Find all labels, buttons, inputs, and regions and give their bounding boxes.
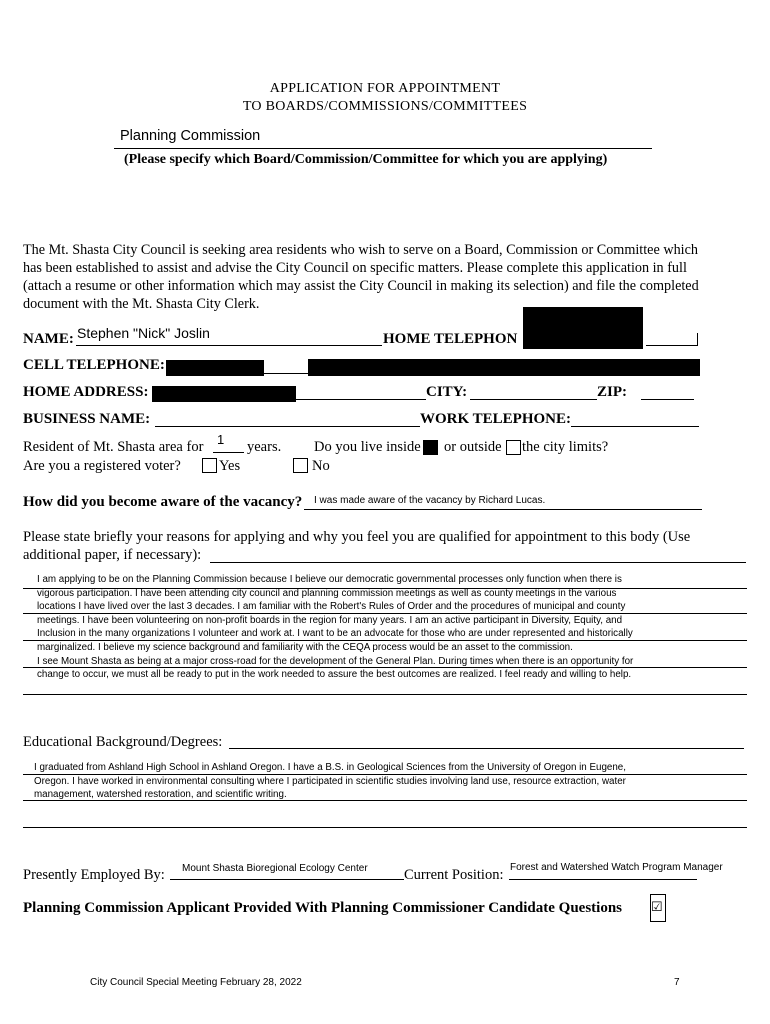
address-underline <box>296 399 426 400</box>
limits-text: the city limits? <box>522 439 609 455</box>
years-suffix: years. <box>247 439 282 455</box>
redaction-cell-phone <box>166 360 264 376</box>
inside-question: Do you live inside <box>314 439 421 455</box>
answer-line: locations I have lived over the last 3 decades. I am familiar with the Robert's Rules of Order and the procedures of municipal and county <box>37 601 626 613</box>
position-label: Current Position: <box>404 867 504 883</box>
reasons-ruled-line <box>23 588 747 589</box>
education-ruled-line <box>23 774 747 775</box>
education-line: management, watershed restoration, and scientific writing. <box>34 789 287 801</box>
years-underline <box>213 452 244 453</box>
intro-line: document with the Mt. Shasta City Clerk. <box>23 296 260 312</box>
answer-line: marginalized. I believe my science background and familiarity with the CEQA process would be an asset to the commission. <box>37 641 573 653</box>
cell-phone-underline <box>264 373 308 374</box>
answer-line: I am applying to be on the Planning Commission because I believe our democratic governmental processes only function when there is <box>37 574 622 585</box>
answer-line: change to occur, we must all be ready to put in the work needed to assure the best outcomes are realized. I feel ready and willing to help. <box>37 669 632 681</box>
reasons-ruled-line <box>23 694 747 695</box>
home-phone-tick <box>697 333 698 346</box>
business-name-underline <box>155 426 420 427</box>
redaction-home-phone <box>523 307 643 349</box>
name-underline <box>76 345 382 346</box>
footer-meeting: City Council Special Meeting February 28, 2022 <box>90 977 302 988</box>
name-label: NAME: <box>23 331 74 347</box>
board-value[interactable]: Planning Commission <box>120 128 261 144</box>
vacancy-answer[interactable]: I was made aware of the vacancy by Richard Lucas. <box>314 495 546 506</box>
employer-value[interactable]: Mount Shasta Bioregional Ecology Center <box>182 863 368 874</box>
inside-checkbox[interactable] <box>423 440 438 455</box>
reasons-question-line1: Please state briefly your reasons for applying and why you feel you are qualified for appointment to this body (Use <box>23 529 691 545</box>
education-line: Oregon. I have worked in environmental consulting where I participated in scientific studies involving land use, resource extraction, water <box>34 775 626 787</box>
board-instruction: (Please specify which Board/Commission/Committee for which you are applying) <box>124 152 608 167</box>
redaction-cell-extra <box>308 359 700 376</box>
years-value[interactable]: 1 <box>217 432 225 447</box>
vacancy-question: How did you become aware of the vacancy? <box>23 494 303 510</box>
voter-yes-checkbox[interactable] <box>202 458 217 473</box>
answer-line: I see Mount Shasta as being at a major cross-road for the development of the General Plan. During times when there is an opportunity for <box>37 655 634 667</box>
employer-label: Presently Employed By: <box>23 867 165 883</box>
education-answer[interactable] <box>34 761 626 802</box>
candidate-questions-label: Planning Commission Applicant Provided With Planning Commissioner Candidate Questions <box>23 900 623 916</box>
redaction-address <box>152 386 296 402</box>
home-address-label: HOME ADDRESS: <box>23 384 149 400</box>
zip-underline <box>641 399 694 400</box>
form-title-line2: TO BOARDS/COMMISSIONS/COMMITTEES <box>242 99 528 114</box>
work-phone-label: WORK TELEPHONE: <box>420 411 571 427</box>
voter-question: Are you a registered voter? <box>23 458 181 474</box>
education-ruled-line <box>23 800 747 801</box>
voter-no-checkbox[interactable] <box>293 458 308 473</box>
name-value[interactable]: Stephen "Nick" Joslin <box>77 325 210 341</box>
voter-no-label: No <box>312 458 330 474</box>
work-phone-underline <box>571 426 699 427</box>
reasons-ruled-line <box>23 640 747 641</box>
reasons-answer[interactable] <box>37 573 633 682</box>
reasons-underline-first <box>210 562 746 563</box>
home-phone-label: HOME TELEPHON <box>383 331 518 347</box>
outside-text: or outside <box>444 439 502 455</box>
answer-line: vigorous participation. I have been attending city council and planning commission meetings as well as county meetings in the various <box>37 587 617 599</box>
resident-prefix: Resident of Mt. Shasta area for <box>23 439 204 455</box>
answer-line: meetings. I have been volunteering on non-profit boards in the region for many years. I am an active participant in Diversity, Equity, and <box>37 614 623 626</box>
intro-line: The Mt. Shasta City Council is seeking area residents who wish to serve on a Board, Commission or Committee which <box>23 242 698 258</box>
page-number: 7 <box>674 977 680 988</box>
home-phone-underline <box>646 345 698 346</box>
check-mark-icon: ☑ <box>651 899 663 914</box>
education-ruled-line <box>23 827 747 828</box>
education-underline-first <box>229 748 744 749</box>
form-title-line1: APPLICATION FOR APPOINTMENT <box>269 81 501 96</box>
education-line: I graduated from Ashland High School in Ashland Oregon. I have a B.S. in Geological Sciences from the University of Oregon in Eugene, <box>34 762 626 773</box>
intro-paragraph <box>23 241 753 313</box>
cell-phone-label: CELL TELEPHONE: <box>23 357 165 373</box>
intro-line: (attach a resume or other information which may assist the City Council in making its selection) and file the completed <box>23 278 699 294</box>
city-underline <box>470 399 597 400</box>
vacancy-underline <box>304 509 702 510</box>
reasons-ruled-line <box>23 667 747 668</box>
city-label: CITY: <box>426 384 468 400</box>
reasons-question-line2: additional paper, if necessary): <box>23 547 202 563</box>
position-value[interactable]: Forest and Watershed Watch Program Manager <box>510 862 723 873</box>
employer-underline <box>170 879 404 880</box>
intro-line: has been established to assist and advise the City Council on specific matters. Please complete this application in full <box>23 260 687 276</box>
answer-line: Inclusion in the many organizations I volunteer and work at. I want to be an advocate for those who are under represented and historically <box>37 628 633 640</box>
board-underline <box>114 148 652 149</box>
zip-label: ZIP: <box>597 384 627 400</box>
education-label: Educational Background/Degrees: <box>23 734 223 750</box>
business-name-label: BUSINESS NAME: <box>23 411 151 427</box>
outside-checkbox[interactable] <box>506 440 521 455</box>
position-underline <box>509 879 697 880</box>
voter-yes-label: Yes <box>219 458 241 474</box>
reasons-ruled-line <box>23 613 747 614</box>
